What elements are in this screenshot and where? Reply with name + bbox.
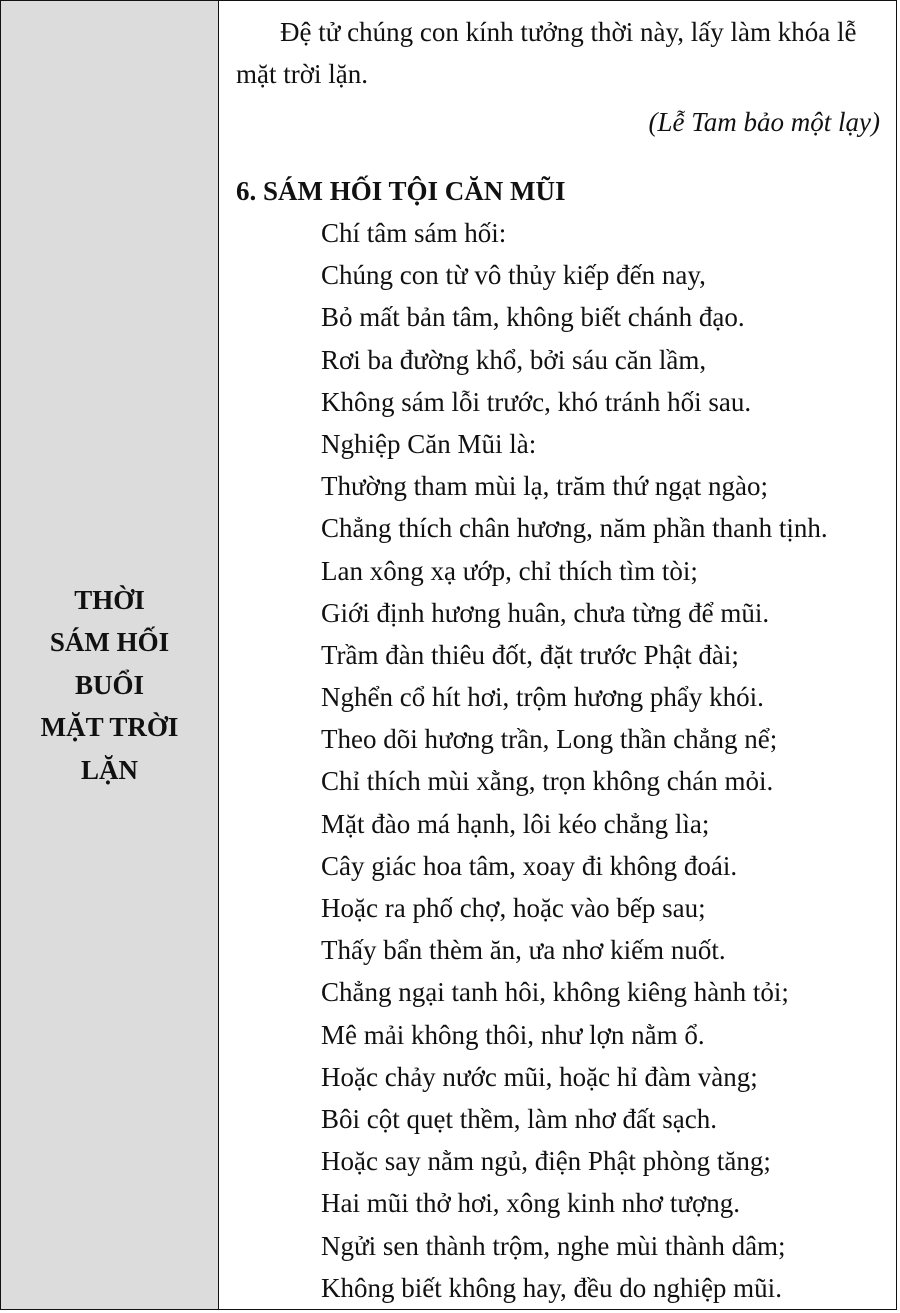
content-cell (219, 1, 896, 1309)
intro-paragraph: Đệ tử chúng con kính tưởng thời này, lấy làm khóa lễ mặt trời lặn. (236, 17, 857, 89)
verse-line: Mê mải không thôi, như lợn nằm ổ. (321, 1019, 705, 1050)
verse-line: Thường tham mùi lạ, trăm thứ ngạt ngào; (321, 471, 768, 502)
verse-line: Hai mũi thở hơi, xông kinh nhơ tượng. (321, 1188, 740, 1219)
verse-line: Theo dõi hương trần, Long thần chẳng nể; (321, 724, 778, 755)
verse-line: Mặt đào má hạnh, lôi kéo chẳng lìa; (321, 808, 710, 839)
verse-list (321, 212, 828, 1309)
verse-line: Hoặc ra phố chợ, hoặc vào bếp sau; (321, 893, 706, 923)
verse-line: Lan xông xạ ướp, chỉ thích tìm tòi; (321, 555, 698, 586)
sidebar-title-line: MẶT TRỜI (40, 712, 179, 743)
verse-line: Không sám lỗi trước, khó tránh hối sau. (321, 386, 752, 417)
sidebar-title-line: THỜI (74, 584, 145, 615)
verse-line: Chúng con từ vô thủy kiếp đến nay, (321, 260, 706, 291)
verse-line: Trầm đàn thiêu đốt, đặt trước Phật đài; (321, 639, 739, 670)
verse-line: Bỏ mất bản tâm, không biết chánh đạo. (321, 302, 745, 333)
verse-line: Chí tâm sám hối: (321, 218, 507, 248)
verse-line: Cây giác hoa tâm, xoay đi không đoái. (321, 850, 738, 881)
verse-line: Thấy bẩn thèm ăn, ưa nhơ kiếm nuốt. (321, 935, 726, 966)
attribution-note: (Lễ Tam bảo một lạy) (648, 107, 880, 137)
verse-line: Không biết không hay, đều do nghiệp mũi. (321, 1272, 782, 1303)
verse-line: Ngửi sen thành trộm, nghe mùi thành dâm; (321, 1230, 786, 1261)
sidebar-title-line: LẶN (80, 754, 138, 785)
verse-line: Rơi ba đường khổ, bởi sáu căn lầm, (321, 344, 707, 375)
sidebar-title (41, 579, 179, 791)
section-heading: 6. SÁM HỐI TỘI CĂN MŨI (236, 176, 566, 206)
sidebar-title-line: SÁM HỐI (49, 627, 170, 658)
verse-line: Hoặc chảy nước mũi, hoặc hỉ đàm vàng; (321, 1061, 758, 1092)
verse-line: Nghiệp Căn Mũi là: (321, 428, 537, 459)
verse-line: Chẳng ngại tanh hôi, không kiêng hành tỏi; (321, 977, 789, 1008)
verse-line: Hoặc say nằm ngủ, điện Phật phòng tăng; (321, 1146, 771, 1177)
verse-line: Nghển cổ hít hơi, trộm hương phẩy khói. (321, 682, 764, 713)
sidebar-cell (1, 1, 219, 1309)
sidebar-title-line: BUỔI (74, 669, 144, 700)
verse-line: Chỉ thích mùi xằng, trọn không chán mỏi. (321, 766, 774, 797)
verse-line: Bôi cột quẹt thềm, làm nhơ đất sạch. (321, 1103, 717, 1134)
verse-line: Chẳng thích chân hương, năm phần thanh tịnh. (321, 513, 828, 544)
verse-line: Giới định hương huân, chưa từng để mũi. (321, 597, 770, 628)
